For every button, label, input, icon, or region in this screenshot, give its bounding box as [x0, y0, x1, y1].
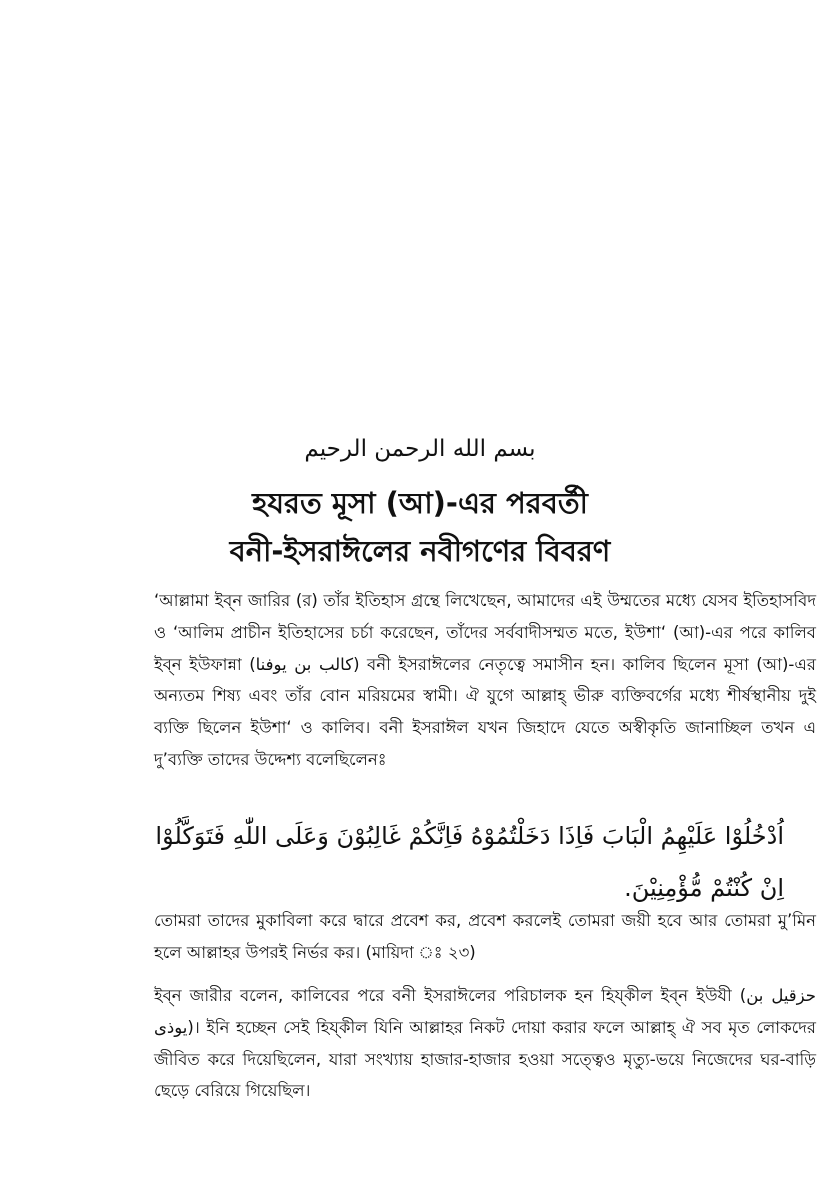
chapter-title-line-2: বনী-ইসরাঈলের নবীগণের বিবরণ — [229, 534, 611, 568]
bismillah-heading: بسم الله الرحمن الرحيم — [304, 436, 536, 462]
chapter-title-line-1: হযরত মূসা (আ)-এর পরবর্তী — [252, 486, 588, 520]
paragraph-2-translation: তোমরা তাদের মুকাবিলা করে দ্বারে প্রবেশ কর, প্রবেশ করলেই তোমরা জয়ী হবে আর তোমরা মু’মিন হলে আল্লাহর উপরই নির্ভর কর। (মায়িদা ঃ ২৩) — [154, 911, 816, 962]
paragraph-3: ইব্‌ন জারীর বলেন, কালিবের পরে বনী ইসরাঈলের পরিচালক হন হিয্‌কীল ইব্‌ন ইউযী (حزقيل بن يوذى)। ইনি হচ্ছেন সেই হিয্‌কীল যিনি আল্লাহর নিকট দোয়া করার ফলে আল্লাহ্ ঐ সব মৃত লোকদের জীবিত করে দিয়েছিলেন, যারা সংখ্যায় হাজার-হাজার হওয়া সত্ত্বেও মৃত্যু-ভয়ে নিজেদের ঘর-বাড়ি ছেড়ে বেরিয়ে গিয়েছিল। — [154, 986, 816, 1101]
paragraph-1: ‘আল্লামা ইব্‌ন জারির (র) তাঁর ইতিহাস গ্রন্থে লিখেছেন, আমাদের এই উম্মতের মধ্যে যেসব ইতিহাসবিদ ও ‘আলিম প্রাচীন ইতিহাসের চর্চা করেছেন, তাঁদের সর্ববাদীসম্মত মতে, ইউশা‘ (আ)-এর পরে কালিব ইব্‌ন ইউফান্না (كالب بن يوفنا) বনী ইসরাঈলের নেতৃত্বে সমাসীন হন। কালিব ছিলেন মূসা (আ)-এর অন্যতম শিষ্য এবং তাঁর বোন মরিয়মের স্বামী। ঐ যুগে আল্লাহ্ ভীরু ব্যক্তিবর্গের মধ্যে শীর্ষস্থানীয় দুই ব্যক্তি ছিলেন ইউশা‘ ও কালিব। বনী ইসরাঈল যখন জিহাদে যেতে অস্বীকৃতি জানাচ্ছিল তখন এ দু’ব্যক্তি তাদের উদ্দেশ্য বলেছিলেনঃ — [154, 591, 816, 769]
quran-verse-line-2: اِنْ كُنْتُمْ مُّؤْمِنِيْنَ. — [624, 874, 784, 902]
quran-verse-line-1: اُدْخُلُوْا عَلَيْهِمُ الْبَابَ فَاِذَا دَخَلْتُمُوْهُ فَاِنَّكُمْ غَالِبُوْنَ وَعَلَى اللّٰهِ فَتَوَكَّلُوْا — [155, 822, 784, 850]
